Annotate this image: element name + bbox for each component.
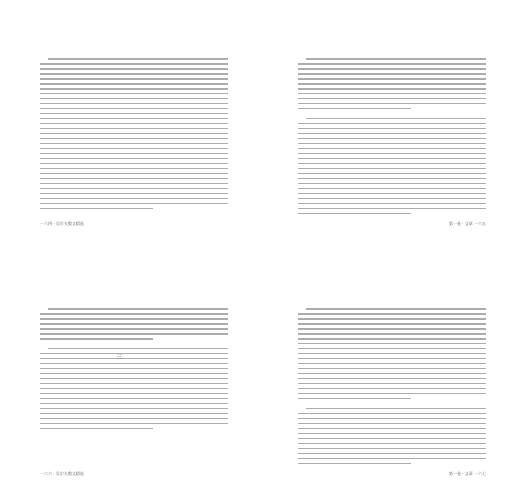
text-line — [298, 458, 486, 460]
text-line — [298, 363, 486, 365]
text-line — [298, 188, 486, 190]
text-line — [40, 73, 228, 75]
text-line — [298, 98, 486, 100]
text-line — [298, 63, 486, 65]
text-line — [40, 168, 228, 170]
text-line — [40, 138, 228, 140]
text-line — [298, 183, 486, 185]
text-line — [298, 378, 486, 380]
text-line — [40, 393, 228, 395]
text-line — [298, 128, 486, 130]
text-line — [40, 373, 228, 375]
spread-bottom — [0, 250, 520, 500]
text-line — [298, 423, 486, 425]
text-line — [40, 353, 228, 355]
text-line — [298, 438, 486, 440]
text-line — [298, 338, 486, 340]
text-block — [298, 308, 486, 464]
text-line — [40, 148, 228, 150]
text-line — [298, 83, 486, 85]
text-line — [298, 388, 486, 390]
text-line — [40, 398, 228, 400]
text-line — [40, 83, 228, 85]
text-line — [298, 383, 486, 385]
text-line — [40, 123, 228, 125]
text-line — [298, 373, 486, 375]
text-line — [40, 333, 228, 335]
text-line — [40, 318, 228, 320]
text-line — [298, 108, 411, 110]
text-line — [40, 193, 228, 195]
text-line — [48, 308, 228, 310]
text-line — [298, 73, 486, 75]
text-line — [298, 213, 411, 214]
text-line — [40, 118, 228, 120]
text-line — [298, 353, 486, 355]
text-line — [40, 103, 228, 105]
text-line — [40, 198, 228, 200]
text-line — [298, 143, 486, 145]
text-line — [298, 453, 486, 455]
text-line — [40, 68, 228, 70]
text-line — [40, 78, 228, 80]
text-line — [298, 313, 486, 315]
text-line — [298, 348, 486, 350]
text-line — [298, 178, 486, 180]
text-block — [40, 308, 228, 464]
text-line — [298, 398, 411, 400]
text-line — [40, 108, 228, 110]
running-footer: 一六四 · 吴尔夫散文精选 — [40, 221, 84, 226]
text-line — [48, 348, 228, 350]
text-line — [40, 358, 228, 360]
text-line — [40, 178, 228, 180]
text-line — [298, 88, 486, 90]
text-line — [298, 418, 486, 420]
text-line — [48, 58, 228, 60]
text-line — [298, 163, 486, 165]
text-line — [298, 318, 486, 320]
text-line — [298, 208, 486, 210]
text-line — [40, 323, 228, 325]
text-line — [40, 413, 228, 415]
text-line — [298, 368, 486, 370]
text-line — [40, 428, 153, 430]
text-line — [40, 378, 228, 380]
text-line — [298, 133, 486, 135]
text-line — [298, 148, 486, 150]
text-line — [306, 118, 486, 120]
text-line — [40, 98, 228, 100]
text-line — [306, 58, 486, 60]
text-line — [298, 413, 486, 415]
text-line — [40, 408, 228, 410]
text-line — [40, 423, 228, 425]
text-line — [298, 193, 486, 195]
text-line — [40, 63, 228, 65]
text-block — [298, 58, 486, 214]
text-line — [298, 138, 486, 140]
paragraph-gap — [40, 343, 228, 345]
text-line — [40, 163, 228, 165]
text-line — [298, 428, 486, 430]
text-line — [298, 78, 486, 80]
text-line — [40, 143, 228, 145]
text-line — [40, 183, 228, 185]
text-line — [298, 328, 486, 330]
running-footer: 第一卷 · 文章 一六七 — [448, 471, 486, 476]
running-footer: 第一卷 · 文章 一六五 — [448, 221, 486, 226]
text-line — [298, 443, 486, 445]
text-line — [298, 93, 486, 95]
text-line — [298, 463, 411, 464]
text-line — [40, 188, 228, 190]
text-line — [40, 208, 153, 210]
paragraph-gap — [298, 113, 486, 115]
text-line — [40, 93, 228, 95]
running-footer: 一六六 · 吴尔夫散文精选 — [40, 471, 84, 476]
text-block — [40, 58, 228, 214]
text-line — [298, 153, 486, 155]
text-line — [40, 113, 228, 115]
text-line — [40, 383, 228, 385]
text-line — [298, 203, 486, 205]
text-line — [298, 168, 486, 170]
text-line — [298, 198, 486, 200]
page-left — [12, 10, 250, 248]
text-line — [298, 158, 486, 160]
section-number: 三 — [116, 354, 123, 361]
text-line — [40, 158, 228, 160]
text-line — [40, 128, 228, 130]
text-line — [40, 153, 228, 155]
text-line — [40, 363, 228, 365]
text-line — [40, 418, 228, 420]
text-line — [298, 393, 486, 395]
text-line — [298, 173, 486, 175]
text-line — [40, 88, 228, 90]
text-line — [40, 338, 153, 340]
text-line — [40, 403, 228, 405]
text-line — [306, 408, 486, 410]
text-line — [298, 323, 486, 325]
text-line — [40, 368, 228, 370]
text-line — [298, 358, 486, 360]
text-line — [40, 388, 228, 390]
text-line — [40, 173, 228, 175]
text-line — [298, 123, 486, 125]
text-line — [298, 448, 486, 450]
text-line — [298, 433, 486, 435]
text-line — [298, 103, 486, 105]
text-line — [40, 203, 228, 205]
page-right — [270, 10, 508, 248]
paragraph-gap — [298, 403, 486, 405]
text-line — [40, 328, 228, 330]
text-line — [298, 333, 486, 335]
text-line — [40, 133, 228, 135]
text-line — [306, 308, 486, 310]
text-line — [298, 68, 486, 70]
text-line — [40, 313, 228, 315]
page-left — [12, 260, 250, 498]
text-line — [298, 343, 486, 345]
page-right — [270, 260, 508, 498]
